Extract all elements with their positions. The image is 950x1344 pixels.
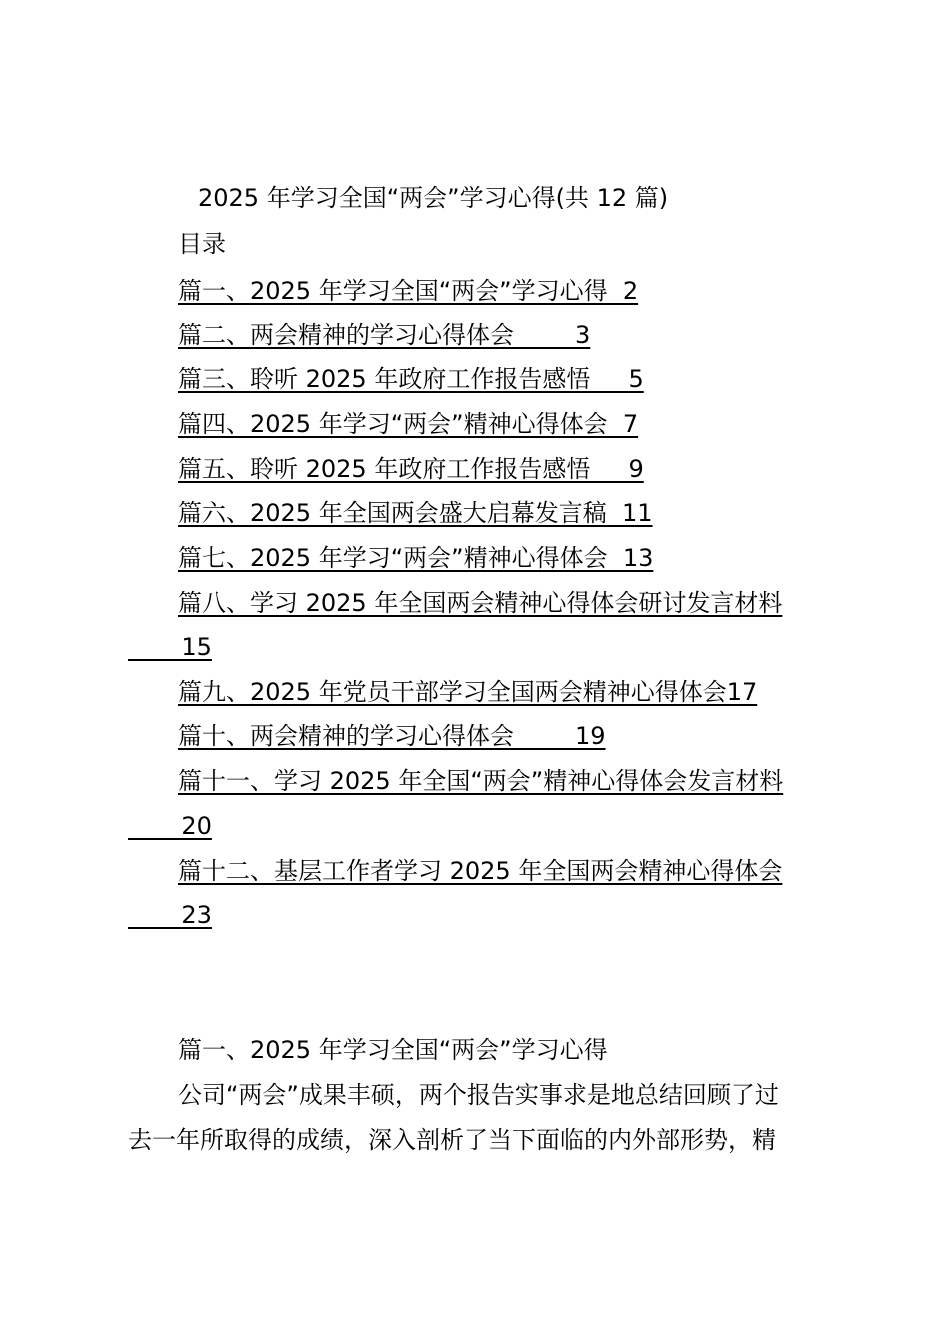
document-title: 2025 年学习全国“两会”学习心得(共 12 篇) [198, 184, 669, 212]
body-paragraph-line-1: 公司“两会”成果丰硕，两个报告实事求是地总结回顾了过 [178, 1081, 779, 1109]
toc-entry-5[interactable]: 篇五、聆听 2025 年政府工作报告感悟 9 [178, 455, 644, 483]
toc-entry-9[interactable]: 篇九、2025 年党员干部学习全国两会精神心得体会17 [178, 678, 758, 706]
toc-entry-3[interactable]: 篇三、聆听 2025 年政府工作报告感悟 5 [178, 365, 644, 393]
toc-entry-11-page[interactable]: 20 [128, 812, 212, 840]
section-heading: 篇一、2025 年学习全国“两会”学习心得 [178, 1036, 608, 1064]
toc-heading: 目录 [178, 230, 226, 258]
toc-entry-12[interactable]: 篇十二、基层工作者学习 2025 年全国两会精神心得体会 [178, 857, 783, 885]
toc-entry-10[interactable]: 篇十、两会精神的学习心得体会 19 [178, 722, 606, 750]
toc-entry-1[interactable]: 篇一、2025 年学习全国“两会”学习心得 2 [178, 277, 639, 305]
toc-entry-6[interactable]: 篇六、2025 年全国两会盛大启幕发言稿 11 [178, 499, 653, 527]
body-paragraph-line-2: 去一年所取得的成绩，深入剖析了当下面临的内外部形势，精 [128, 1126, 776, 1154]
toc-entry-7[interactable]: 篇七、2025 年学习“两会”精神心得体会 13 [178, 544, 654, 572]
toc-entry-4[interactable]: 篇四、2025 年学习“两会”精神心得体会 7 [178, 410, 639, 438]
toc-entry-11[interactable]: 篇十一、学习 2025 年全国“两会”精神心得体会发言材料 [178, 767, 784, 795]
toc-entry-8[interactable]: 篇八、学习 2025 年全国两会精神心得体会研讨发言材料 [178, 589, 783, 617]
toc-entry-8-page[interactable]: 15 [128, 633, 212, 661]
toc-entry-2[interactable]: 篇二、两会精神的学习心得体会 3 [178, 321, 591, 349]
toc-entry-12-page[interactable]: 23 [128, 901, 212, 929]
